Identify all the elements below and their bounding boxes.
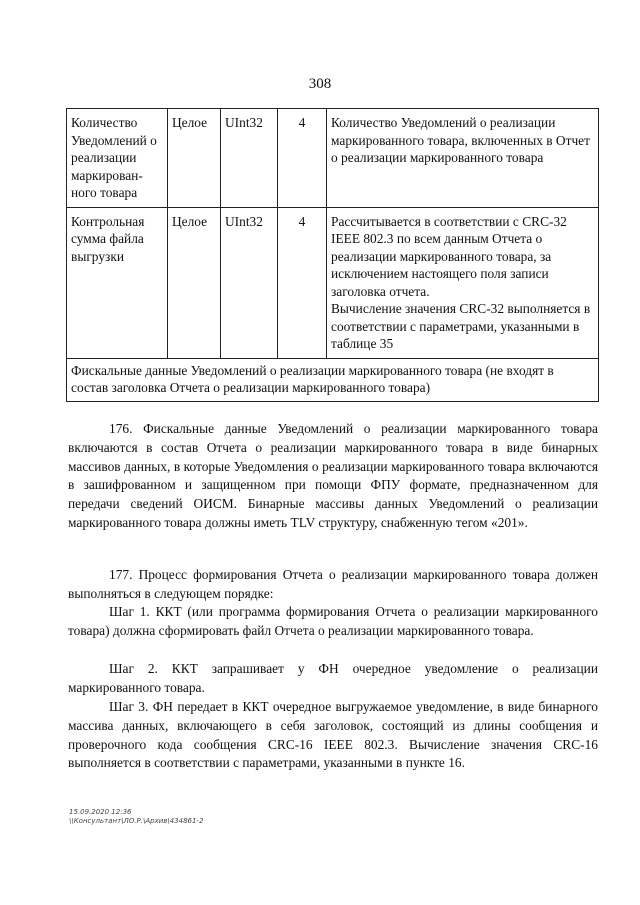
field-format-cell: UInt32 — [221, 207, 278, 358]
table-section-row — [67, 358, 599, 401]
step-1: Шаг 1. ККТ (или программа формирования Отчета о реализации маркированного товара) должна сформировать файл Отчета о реализации маркированного товара. — [68, 604, 598, 638]
field-length-cell: 4 — [278, 207, 327, 358]
field-description-cell — [327, 207, 599, 358]
fields-table — [66, 108, 599, 402]
field-format-cell: UInt32 — [221, 109, 278, 208]
field-length-cell: 4 — [278, 109, 327, 208]
table-row — [67, 109, 599, 208]
field-type-cell: Целое — [168, 109, 221, 208]
field-type-cell: Целое — [168, 207, 221, 358]
footer-path: \\Консультант\ЛО.Р.\Архив\434861-2 — [69, 817, 204, 825]
step-3: Шаг 3. ФН передает в ККТ очередное выгружаемое уведомление, в виде бинарного массива данных, включающего в себя заголовок, состоящий из длины сообщения и проверочного кода сообщения CRC-16 IEEE 802.3. Вычисление значения CRC-16 выполняется в соответствии с параметрами, указанными в пункте 16. — [68, 699, 598, 771]
field-name-cell: Контрольная сумма файла выгрузки — [67, 207, 168, 358]
field-description-cell: Количество Уведомлений о реализации маркированного товара, включенных в Отчет о реализации маркированного товара — [327, 109, 599, 208]
footer-timestamp: 15.09.2020 12:36 — [69, 808, 132, 816]
page-number: 308 — [308, 76, 332, 92]
description-line: Рассчитывается в соответствии с CRC-32 IEEE 802.3 по всем данным Отчета о реализации маркированного товара, за исключением настоящего поля записи заголовка отчета. — [331, 213, 567, 299]
field-name-cell: Количество Уведомлений о реализации маркирован-ного товара — [67, 109, 168, 208]
description-line: Вычисление значения CRC-32 выполняется в соответствии с параметрами, указанными в таблице 35 — [331, 301, 591, 351]
table-row — [67, 207, 599, 358]
paragraph-177: 177. Процесс формирования Отчета о реализации маркированного товара должен выполняться в следующем порядке: — [68, 567, 598, 601]
section-header-cell: Фискальные данные Уведомлений о реализации маркированного товара (не входят в состав заголовка Отчета о реализации маркированного товара) — [67, 358, 599, 401]
paragraph-176: 176. Фискальные данные Уведомлений о реализации маркированного товара включаются в состав Отчета о реализации маркированного товара в виде бинарных массивов данных, в которые Уведомления о реализации маркированного товара включаются в зашифрованном и защищенном при помощи ФПУ формате, предназначенном для передачи сведений ОИСМ. Бинарные массивы данных Уведомлений о реализации маркированного товара должны иметь TLV структуру, снабженную тегом «201». — [68, 421, 598, 530]
step-2: Шаг 2. ККТ запрашивает у ФН очередное уведомление о реализации маркированного товара. — [68, 661, 598, 695]
footer — [69, 808, 203, 826]
